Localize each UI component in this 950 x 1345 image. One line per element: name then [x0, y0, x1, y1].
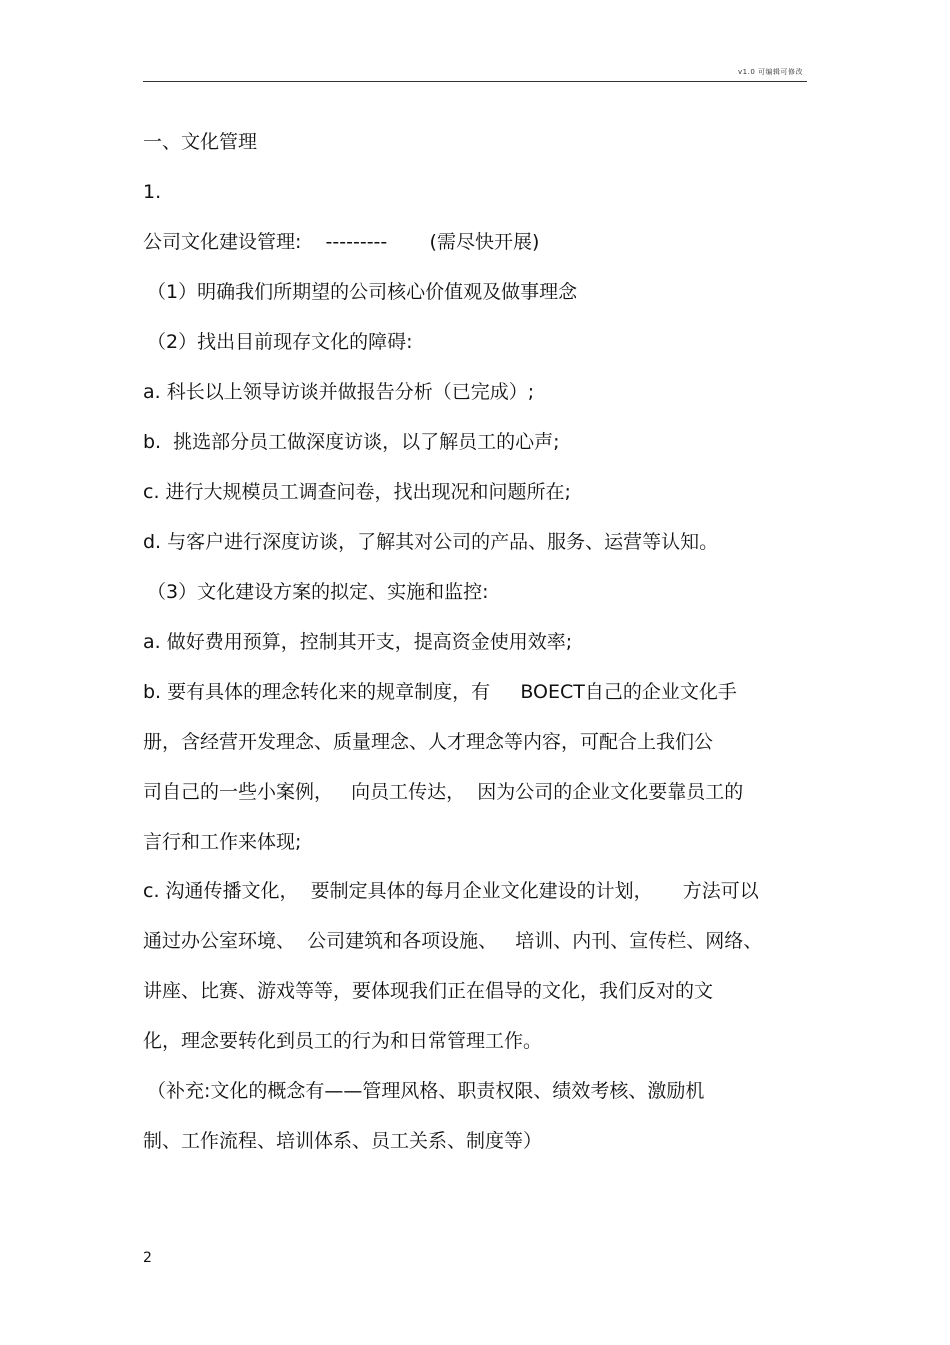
item-number: 1. [143, 181, 162, 203]
page-number: 2 [143, 1250, 152, 1266]
body-line: 通过办公室环境、 公司建筑和各项设施、 培训、内刊、宣传栏、网络、 [143, 930, 763, 952]
body-line: 制、工作流程、培训体系、员工关系、制度等） [143, 1130, 543, 1152]
body-line: d. 与客户进行深度访谈，了解其对公司的产品、服务、运营等认知。 [143, 531, 719, 553]
body-line: （补充:文化的概念有——管理风格、职责权限、绩效考核、激励机 [147, 1080, 705, 1102]
body-line: 化，理念要转化到员工的行为和日常管理工作。 [143, 1030, 543, 1052]
body-line: a. 做好费用预算，控制其开支，提高资金使用效率; [143, 631, 573, 653]
body-line: c. 沟通传播文化， 要制定具体的每月企业文化建设的计划， 方法可以 [143, 880, 759, 902]
body-line: （3）文化建设方案的拟定、实施和监控: [147, 581, 489, 603]
header-version-note: v1.0 可编辑可修改 [738, 68, 803, 76]
body-line: 言行和工作来体现; [143, 831, 302, 853]
body-line: （1）明确我们所期望的公司核心价值观及做事理念 [147, 281, 578, 303]
body-line: c. 进行大规模员工调查问卷，找出现况和问题所在; [143, 481, 571, 503]
body-line: 册，含经营开发理念、质量理念、人才理念等内容，可配合上我们公 [143, 731, 714, 753]
body-line: 公司文化建设管理: --------- (需尽快开展) [143, 231, 540, 253]
body-line: b. 要有具体的理念转化来的规章制度，有 BOECT自己的企业文化手 [143, 681, 737, 703]
body-line: b. 挑选部分员工做深度访谈，以了解员工的心声; [143, 431, 560, 453]
body-line: （2）找出目前现存文化的障碍: [147, 331, 413, 353]
body-line: a. 科长以上领导访谈并做报告分析（已完成）; [143, 381, 535, 403]
header-divider [143, 81, 807, 82]
body-line: 司自己的一些小案例， 向员工传达， 因为公司的企业文化要靠员工的 [143, 781, 744, 803]
body-line: 讲座、比赛、游戏等等，要体现我们正在倡导的文化，我们反对的文 [143, 980, 714, 1002]
section-heading: 一、文化管理 [143, 131, 258, 153]
